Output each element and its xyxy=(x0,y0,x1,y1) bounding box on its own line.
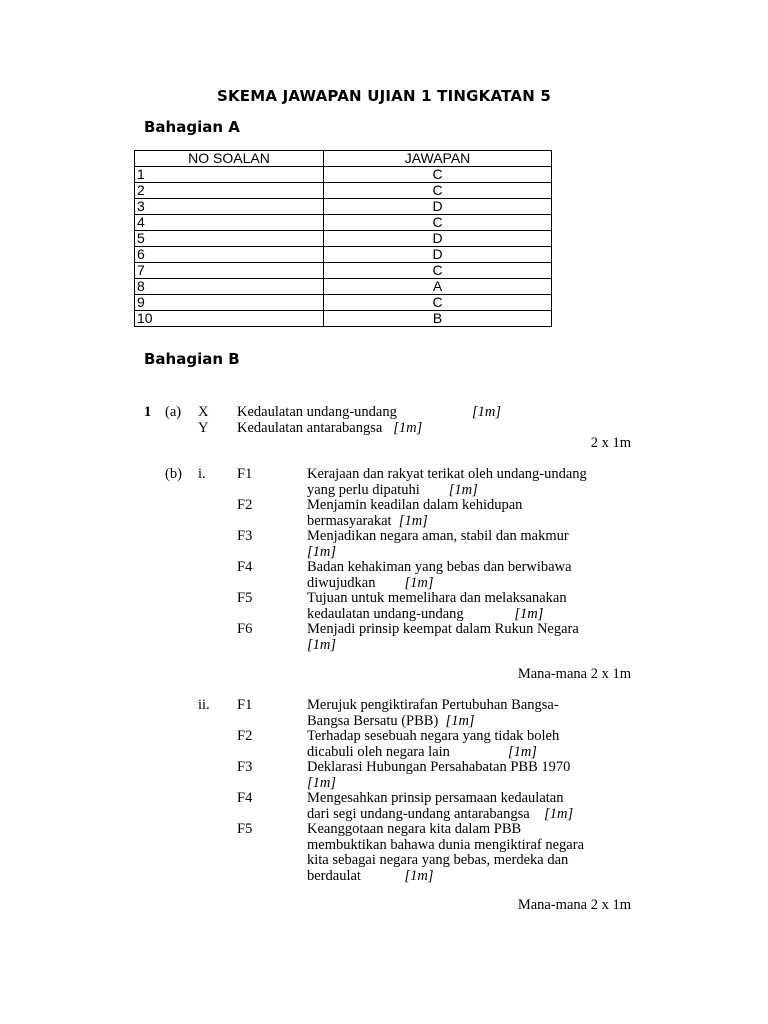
part-b-i-text-line2: bermasyarakat [1m] xyxy=(307,512,428,529)
part-b-i-text-line1: Tujuan untuk memelihara dan melaksanakan xyxy=(307,590,567,606)
part-b-ii-text-line: dari segi undang-undang antarabangsa [1m] xyxy=(307,805,574,822)
part-b-i-label: i. xyxy=(198,466,206,482)
question-number-cell: 1 xyxy=(135,167,324,183)
part-a-text-x: Kedaulatan undang-undang xyxy=(237,404,397,420)
answer-cell: C xyxy=(324,295,552,311)
section-a-heading: Bahagian A xyxy=(144,118,240,136)
table-row xyxy=(135,279,552,295)
mark: [1m] xyxy=(398,512,428,529)
answer-table xyxy=(134,150,552,327)
part-b-ii-text-line xyxy=(307,776,336,792)
mark: [1m] xyxy=(448,481,478,498)
part-b-i-text-line2 xyxy=(307,545,336,561)
question-number-cell: 2 xyxy=(135,183,324,199)
answer-cell: A xyxy=(324,279,552,295)
part-a-key-y: Y xyxy=(198,420,209,436)
part-b-ii-text-line: Mengesahkan prinsip persamaan kedaulatan xyxy=(307,790,564,806)
part-b-ii-text-line: berdaulat [1m] xyxy=(307,867,434,884)
part-b-ii-text-line: Deklarasi Hubungan Persahabatan PBB 1970 xyxy=(307,759,571,775)
part-b-i-text-line1: Badan kehakiman yang bebas dan berwibawa xyxy=(307,559,572,575)
part-b-ii-text-line: dicabuli oleh negara lain [1m] xyxy=(307,743,537,760)
question-number-cell: 8 xyxy=(135,279,324,295)
part-b-i-text-line2: diwujudkan [1m] xyxy=(307,574,434,591)
part-a-total: 2 x 1m xyxy=(590,435,631,451)
table-header-row xyxy=(135,151,552,167)
part-b-i-key: F3 xyxy=(237,528,253,544)
answer-cell: D xyxy=(324,247,552,263)
table-row xyxy=(135,183,552,199)
table-row xyxy=(135,311,552,327)
mark: [1m] xyxy=(507,743,537,760)
part-b-i-key: F6 xyxy=(237,621,253,637)
part-a-text-y: Kedaulatan antarabangsa [1m] xyxy=(237,420,423,436)
part-b-ii-key: F3 xyxy=(237,759,253,775)
table-row xyxy=(135,231,552,247)
mark: [1m] xyxy=(514,605,544,622)
mark: [1m] xyxy=(307,636,337,653)
part-b-i-total: Mana-mana 2 x 1m xyxy=(517,666,631,682)
part-a-mark-x: [1m] xyxy=(472,404,502,420)
part-b-label: (b) xyxy=(165,466,182,482)
part-b-i-text-line1: Menjadikan negara aman, stabil dan makmur xyxy=(307,528,569,544)
question-number-cell: 5 xyxy=(135,231,324,247)
question-number-cell: 9 xyxy=(135,295,324,311)
section-b-heading: Bahagian B xyxy=(144,350,240,368)
question-number-cell: 7 xyxy=(135,263,324,279)
answer-cell: D xyxy=(324,231,552,247)
answer-cell: C xyxy=(324,183,552,199)
page-title: SKEMA JAWAPAN UJIAN 1 TINGKATAN 5 xyxy=(216,87,552,105)
table-row xyxy=(135,263,552,279)
mark: [1m] xyxy=(307,543,337,560)
part-b-ii-text-line: Merujuk pengiktirafan Pertubuhan Bangsa- xyxy=(307,697,559,713)
answer-cell: B xyxy=(324,311,552,327)
table-row xyxy=(135,167,552,183)
part-b-i-text-line2: yang perlu dipatuhi [1m] xyxy=(307,481,478,498)
mark: [1m] xyxy=(544,805,574,822)
header-no-soalan: NO SOALAN xyxy=(135,151,324,167)
question-number: 1 xyxy=(144,404,152,420)
part-b-ii-text-line: Keanggotaan negara kita dalam PBB xyxy=(307,821,522,837)
part-a-label: (a) xyxy=(165,404,182,420)
table-row xyxy=(135,215,552,231)
mark: [1m] xyxy=(445,712,475,729)
part-b-ii-label: ii. xyxy=(198,697,210,713)
part-b-i-key: F5 xyxy=(237,590,253,606)
part-b-ii-text-line: Bangsa Bersatu (PBB) [1m] xyxy=(307,712,475,729)
answer-cell: C xyxy=(324,167,552,183)
part-b-i-text-line2: kedaulatan undang-undang [1m] xyxy=(307,605,544,622)
part-b-i-key: F1 xyxy=(237,466,253,482)
part-b-ii-key: F1 xyxy=(237,697,253,713)
part-b-ii-key: F2 xyxy=(237,728,253,744)
mark: [1m] xyxy=(404,867,434,884)
question-number-cell: 6 xyxy=(135,247,324,263)
part-b-ii-total: Mana-mana 2 x 1m xyxy=(517,897,631,913)
part-b-i-text-line1: Menjadi prinsip keempat dalam Rukun Negara xyxy=(307,621,579,637)
part-b-i-key: F2 xyxy=(237,497,253,513)
answer-cell: C xyxy=(324,215,552,231)
question-number-cell: 4 xyxy=(135,215,324,231)
table-row xyxy=(135,247,552,263)
answer-cell: D xyxy=(324,199,552,215)
part-b-ii-text-line: kita sebagai negara yang bebas, merdeka dan xyxy=(307,852,569,868)
part-b-i-text-line1: Kerajaan dan rakyat terikat oleh undang-undang xyxy=(307,466,587,482)
part-b-i-key: F4 xyxy=(237,559,253,575)
part-b-ii-text-line: Terhadap sesebuah negara yang tidak boleh xyxy=(307,728,560,744)
part-b-ii-key: F5 xyxy=(237,821,253,837)
part-b-i-text-line2 xyxy=(307,638,336,654)
table-row xyxy=(135,199,552,215)
table-row xyxy=(135,295,552,311)
mark: [1m] xyxy=(404,574,434,591)
question-number-cell: 10 xyxy=(135,311,324,327)
part-a-key-x: X xyxy=(198,404,209,420)
part-b-ii-text-line: membuktikan bahawa dunia mengiktiraf negara xyxy=(307,836,585,853)
part-b-ii-key: F4 xyxy=(237,790,253,806)
part-b-i-text-line1: Menjamin keadilan dalam kehidupan xyxy=(307,497,523,513)
mark: [1m] xyxy=(307,774,337,791)
answer-cell: C xyxy=(324,263,552,279)
question-number-cell: 3 xyxy=(135,199,324,215)
header-jawapan: JAWAPAN xyxy=(324,151,552,167)
